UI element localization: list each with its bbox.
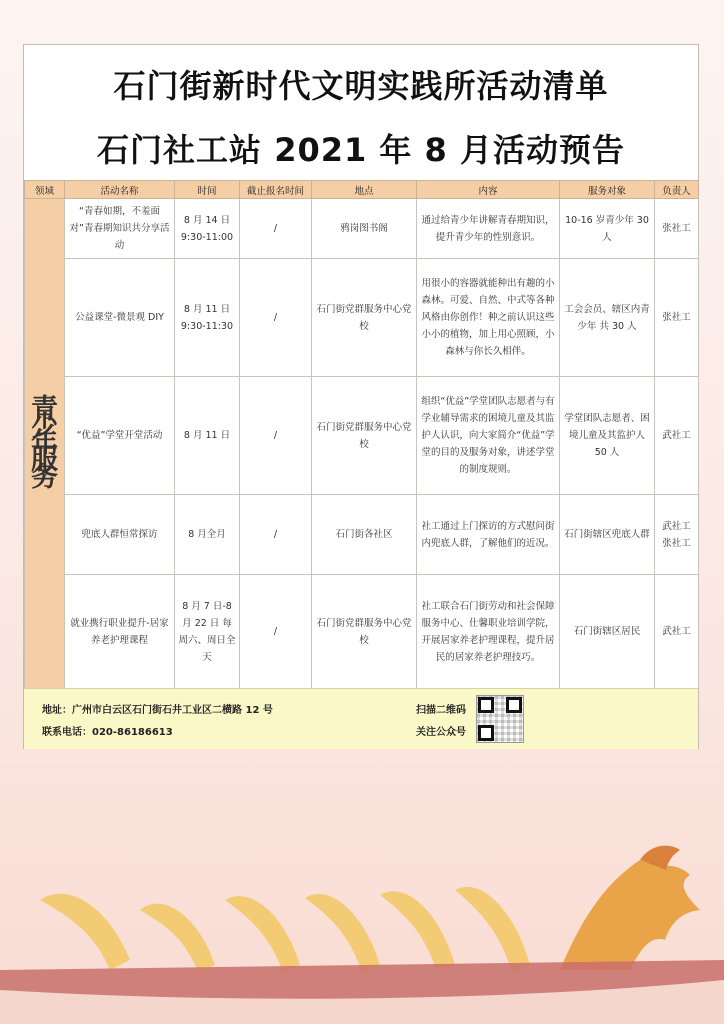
activity-deadline: /: [240, 259, 312, 377]
activity-content: 用很小的容器就能种出有趣的小森林。可爱、自然、中式等各种风格由你创作！种之前认识这些小小的植物，加上用心照顾，小森林与你长久相伴。: [417, 259, 560, 377]
activity-time: 8 月 7 日-8 月 22 日 每周六、周日全天: [175, 575, 240, 689]
domain-cell: [25, 199, 65, 689]
activity-time: 8 月 11 日: [175, 377, 240, 495]
activity-name: 公益课堂-微景观 DIY: [65, 259, 175, 377]
header-content: 内容: [417, 181, 560, 199]
dragon-head: [560, 846, 700, 970]
dragon-boat-illustration: [0, 840, 724, 1024]
activity-content: 组织“优益”学堂团队志愿者与有学业辅导需求的困境儿童及其监护人认识，向大家简介“优益”学堂的目的及服务对象，讲述学堂的制度规则。: [417, 377, 560, 495]
activity-owner: 武社工: [655, 377, 699, 495]
activity-target: 学堂团队志愿者、困境儿童及其监护人 50 人: [560, 377, 655, 495]
activity-table: [24, 180, 699, 689]
rower-paddles-decoration: [40, 887, 530, 972]
activity-content: 社工通过上门探访的方式慰问街内兜底人群，了解他们的近况。: [417, 495, 560, 575]
activity-place: 石门街党群服务中心党校: [312, 377, 417, 495]
header-domain: 领域: [25, 181, 65, 199]
activity-name: “青春如期，不羞面对”青春期知识共分享活动: [65, 199, 175, 259]
header-time: 时间: [175, 181, 240, 199]
header-target: 服务对象: [560, 181, 655, 199]
follow-text: 关注公众号: [416, 727, 466, 738]
activity-name: 就业携行职业提升-居家养老护理课程: [65, 575, 175, 689]
activity-content: 社工联合石门街劳动和社会保障服务中心、仕馨职业培训学院，开展居家养老护理课程，提升居民的居家养老护理技巧。: [417, 575, 560, 689]
activity-place: 石门街党群服务中心党校: [312, 259, 417, 377]
sub-title: 石门社工站 2021 年 8 月活动预告: [97, 131, 625, 169]
activity-target: 石门街辖区兜底人群: [560, 495, 655, 575]
activity-target: 10-16 岁青少年 30 人: [560, 199, 655, 259]
scan-text: 扫描二维码: [416, 705, 466, 716]
table-row: [25, 199, 699, 259]
activity-target: 石门街辖区居民: [560, 575, 655, 689]
activity-place: 石门街各社区: [312, 495, 417, 575]
header-place: 地点: [312, 181, 417, 199]
activity-deadline: /: [240, 495, 312, 575]
activity-name: “优益”学堂开堂活动: [65, 377, 175, 495]
activity-deadline: /: [240, 199, 312, 259]
activity-place: 鸦岗图书阁: [312, 199, 417, 259]
activity-owner: 武社工 张社工: [655, 495, 699, 575]
table-row: [25, 259, 699, 377]
header-deadline: 截止报名时间: [240, 181, 312, 199]
table-row: [25, 377, 699, 495]
activity-target: 工会会员、辖区内青少年 共 30 人: [560, 259, 655, 377]
activity-deadline: /: [240, 575, 312, 689]
phone-text: 联系电话：020-86186613: [42, 727, 173, 738]
activity-name: 兜底人群恒常探访: [65, 495, 175, 575]
activity-time: 8 月 14 日 9:30-11:00: [175, 199, 240, 259]
header-activity-name: 活动名称: [65, 181, 175, 199]
table-row: [25, 495, 699, 575]
activity-time: 8 月全月: [175, 495, 240, 575]
activity-deadline: /: [240, 377, 312, 495]
main-title: 石门街新时代文明实践所活动清单: [113, 67, 609, 105]
activity-place: 石门街党群服务中心党校: [312, 575, 417, 689]
activity-owner: 张社工: [655, 259, 699, 377]
address-text: 地址：广州市白云区石门街石井工业区二横路 12 号: [42, 705, 273, 716]
activity-sheet: [23, 44, 699, 749]
table-row: [25, 575, 699, 689]
activity-owner: 张社工: [655, 199, 699, 259]
activity-content: 通过给青少年讲解青春期知识，提升青少年的性别意识。: [417, 199, 560, 259]
footer-bar: [24, 688, 698, 749]
activity-time: 8 月 11 日 9:30-11:30: [175, 259, 240, 377]
table-header-row: [25, 181, 699, 199]
activity-owner: 武社工: [655, 575, 699, 689]
qr-code-icon[interactable]: [476, 695, 524, 743]
header-owner: 负责人: [655, 181, 699, 199]
domain-label: 青少年服务: [31, 394, 58, 493]
